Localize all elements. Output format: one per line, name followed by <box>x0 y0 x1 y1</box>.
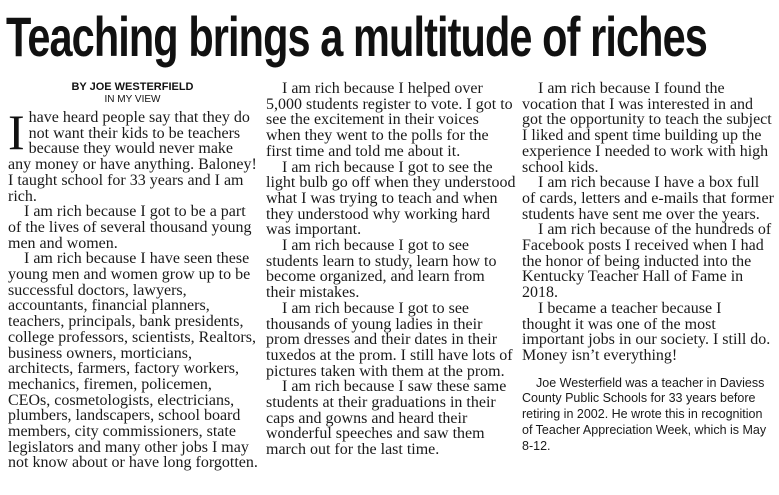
article-paragraph: I am rich because I saw these same students at their graduations in their caps and gowns and heard their wonderful speeches and saw them march out for the last time. <box>266 378 507 459</box>
article-paragraph: I am rich because of the hundreds of Facebook posts I received when I had the honor of being inducted into the Kentucky Teacher Hall of Fame in 2018. <box>522 221 772 302</box>
article-column-1 <box>8 104 258 472</box>
byline-column-name: IN MY VIEW <box>104 94 161 105</box>
article-paragraph <box>8 104 258 205</box>
byline-author: BY JOE WESTERFIELD <box>71 81 194 93</box>
headline: Teaching brings a multitude of riches <box>6 5 707 68</box>
article-paragraph: I became a teacher because I thought it was one of the most important jobs in our society. I still do. Money isn’t everything! <box>522 299 771 364</box>
article-paragraph: I am rich because I got to see students learn to study, learn how to become organized, and learn from their mistakes. <box>266 237 497 302</box>
article-paragraph: I am rich because I got to be a part of the lives of several thousand young men and women. <box>8 203 252 252</box>
article-paragraph: I am rich because I have a box full of cards, letters and e-mails that former students have sent me over the years. <box>522 174 774 223</box>
byline <box>0 81 265 105</box>
article-paragraph: I am rich because I found the vocation that I was interested in and got the opportunity to teach the subject I liked and spent time building up the experience I needed to work with high school kids. <box>522 80 772 176</box>
article-column-2 <box>266 81 516 458</box>
article-paragraph: I am rich because I got to see thousands of young ladies in their prom dresses and their dates in their tuxedos at the prom. I still have lots of pictures taken with them at the prom. <box>266 299 513 380</box>
article-paragraph: I am rich because I got to see the light bulb go off when they understood what I was trying to teach and when they understood why working hard was important. <box>266 158 516 239</box>
author-bio: Joe Westerfield was a teacher in Daviess County Public Schools for 33 years before retiring in 2002. He wrote this in recognition of Teacher Appreciation Week, which is May 8-12. <box>522 375 767 453</box>
article-paragraph: I am rich because I have seen these young men and women grow up to be successful doctors, lawyers, accountants, financial planners, teachers, principals, bank presidents, college professors, scientists, Realtors, business owners, morticians, architects, farmers, factory workers, mechanics, firemen, policemen, CEOs, cosmetologists, electricians, plumbers, landscapers, school board members, city commissioners, state legislators and many other jobs I may not know about or have long forgotten. <box>8 250 258 472</box>
article-column-3 <box>522 81 774 455</box>
drop-cap: I <box>8 104 25 160</box>
paragraph-text: have heard people say that they do not want their kids to be teachers because they would never make any money or have anything. Baloney! I taught school for 33 years and I am rich. <box>8 109 257 205</box>
article-paragraph: I am rich because I helped over 5,000 students register to vote. I got to see the excitement in their voices when they went to the polls for the first time and told me about it. <box>266 80 513 160</box>
